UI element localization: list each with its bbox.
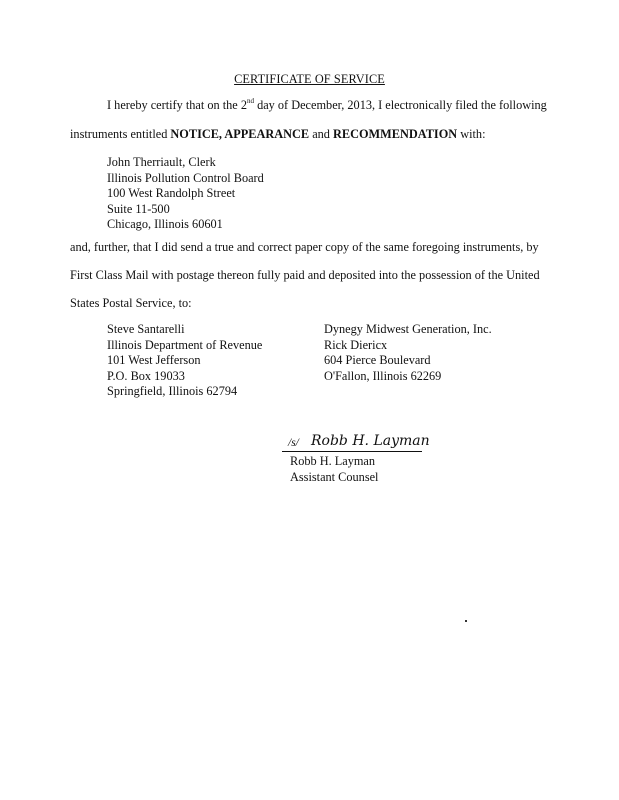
recommendation-title: RECOMMENDATION [333, 127, 458, 141]
address-line: John Therriault, Clerk [107, 155, 216, 169]
recipient-line: Steve Santarelli [107, 322, 185, 336]
notice-appearance-title: NOTICE, APPEARANCE [170, 127, 310, 141]
recipient-right-block [324, 322, 492, 384]
recipient-line: Illinois Department of Revenue [107, 337, 263, 352]
certify-line-2 [70, 127, 486, 142]
signer-name: Robb H. Layman [290, 454, 376, 468]
document-title: CERTIFICATE OF SERVICE [234, 72, 385, 86]
further-line-3: States Postal Service, to: [70, 296, 192, 310]
stray-mark [465, 620, 467, 622]
further-line-2: First Class Mail with postage thereon fully paid and deposited into the possession of the United [70, 268, 540, 282]
address-line: Suite 11-500 [107, 201, 170, 216]
certify-text-pre: I hereby certify that on the 2 [107, 98, 247, 112]
signature-slash-s: /s/ [288, 437, 299, 449]
certify-line-1 [107, 98, 547, 113]
recipient-line: P.O. Box 19033 [107, 368, 185, 383]
address-line: Illinois Pollution Control Board [107, 170, 264, 185]
certify-text-post: day of December, 2013, I electronically filed the following [254, 98, 547, 112]
instruments-text: instruments entitled [70, 127, 171, 141]
recipient-line: Springfield, Illinois 62794 [107, 384, 238, 399]
recipient-line: Rick Diericx [324, 337, 388, 352]
signer-role: Assistant Counsel [290, 469, 379, 484]
signer-block [290, 454, 378, 485]
recipient-left-block [107, 322, 262, 400]
clerk-address-block [107, 155, 264, 233]
further-line-1: and, further, that I did send a true and correct paper copy of the same foregoing instruments, by [70, 240, 539, 254]
recipient-line: O'Fallon, Illinois 62269 [324, 368, 442, 383]
handwritten-signature: Robb H. Layman [311, 433, 430, 449]
recipient-line: 101 West Jefferson [107, 353, 201, 368]
with-text: with: [457, 127, 486, 141]
recipient-line: Dynegy Midwest Generation, Inc. [324, 322, 492, 336]
address-line: Chicago, Illinois 60601 [107, 217, 223, 232]
ordinal-suffix: nd [247, 97, 254, 105]
address-line: 100 West Randolph Street [107, 186, 236, 201]
and-text: and [309, 127, 334, 141]
recipient-line: 604 Pierce Boulevard [324, 353, 431, 368]
